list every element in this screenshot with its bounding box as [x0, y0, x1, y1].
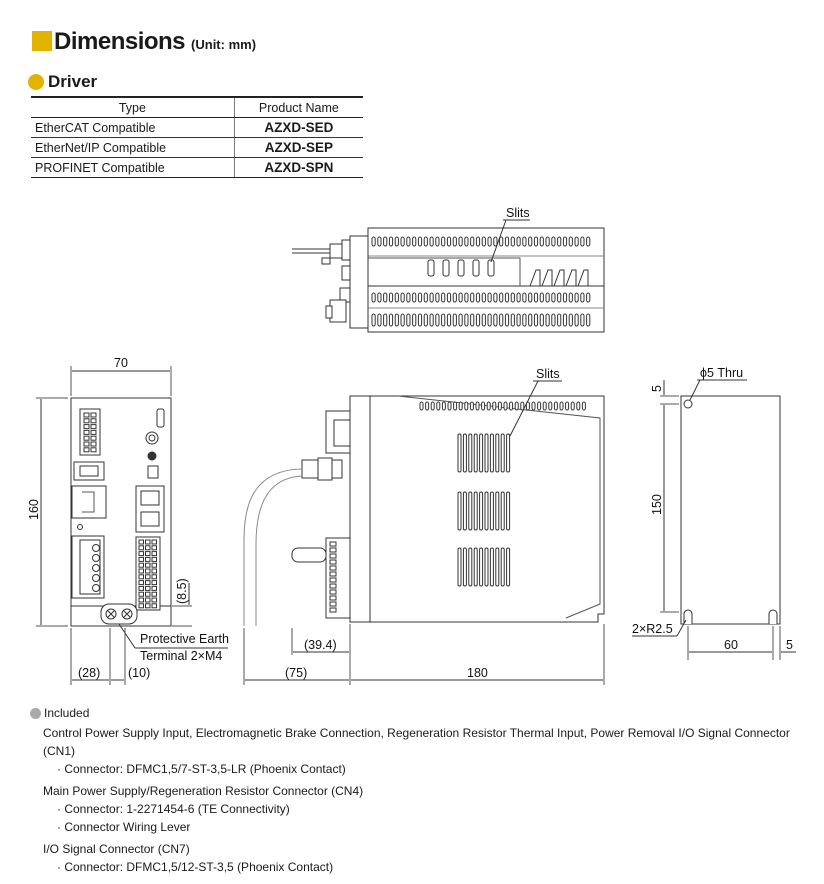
slit	[505, 293, 508, 302]
note-group-title: I/O Signal Connector (CN7)	[43, 842, 190, 856]
side-view	[244, 367, 604, 685]
pin	[84, 436, 89, 440]
slit	[465, 237, 468, 246]
slit	[488, 237, 491, 246]
slit	[407, 237, 410, 246]
dim-150: 150	[650, 494, 664, 515]
slit	[575, 237, 578, 246]
hole-label: ϕ5 Thru	[700, 366, 744, 380]
pin	[91, 436, 96, 440]
pin	[330, 560, 336, 564]
pin	[152, 557, 157, 561]
slit	[563, 293, 566, 302]
dim-height-160: 160	[27, 499, 41, 520]
note-group	[43, 782, 824, 836]
screw	[93, 575, 100, 582]
slit	[511, 237, 514, 246]
pin	[139, 581, 144, 585]
slit	[384, 314, 387, 326]
slit	[581, 237, 584, 246]
unit-label: (Unit: mm)	[191, 37, 257, 52]
pin	[152, 586, 157, 590]
slit	[543, 402, 546, 410]
pe-label-line1: Protective Earth	[140, 632, 229, 646]
pin	[84, 413, 89, 417]
slit	[575, 293, 578, 302]
bullet-icon	[30, 708, 41, 719]
slit	[418, 237, 421, 246]
slit	[490, 548, 493, 586]
slit	[372, 237, 375, 246]
pin	[330, 566, 336, 570]
pin	[330, 608, 336, 612]
product-cell: AZXD-SEP	[234, 138, 363, 158]
slit	[540, 237, 543, 246]
pin	[139, 575, 144, 579]
slit	[470, 402, 473, 410]
pin	[330, 584, 336, 588]
slit	[482, 293, 485, 302]
pin	[139, 546, 144, 550]
dim-60: 60	[724, 638, 738, 652]
slit	[471, 237, 474, 246]
slit	[507, 492, 510, 530]
slit	[517, 237, 520, 246]
pin	[152, 592, 157, 596]
dim-width-70: 70	[114, 356, 128, 370]
pin	[152, 575, 157, 579]
product-column-header: Product Name	[234, 97, 363, 118]
slit	[515, 402, 518, 410]
slit	[476, 293, 479, 302]
slit	[496, 492, 499, 530]
slit	[511, 314, 514, 326]
slit	[407, 293, 410, 302]
slit	[436, 314, 439, 326]
pin	[91, 419, 96, 423]
pin	[146, 575, 151, 579]
slit	[443, 260, 449, 276]
pin	[139, 598, 144, 602]
slit	[480, 492, 483, 530]
slit	[401, 314, 404, 326]
pin	[330, 542, 336, 546]
slit	[488, 293, 491, 302]
slit	[413, 314, 416, 326]
slit	[458, 548, 461, 586]
slit	[426, 402, 429, 410]
slit	[482, 237, 485, 246]
slit	[500, 237, 503, 246]
slit	[552, 237, 555, 246]
mounting-hole-icon	[684, 400, 692, 408]
slit	[471, 314, 474, 326]
slit	[488, 260, 494, 276]
pin	[146, 563, 151, 567]
slit	[501, 548, 504, 586]
slit	[453, 293, 456, 302]
slit	[587, 314, 590, 326]
slit	[529, 237, 532, 246]
type-column-header: Type	[31, 97, 234, 118]
slit	[476, 314, 479, 326]
slit	[534, 237, 537, 246]
screw	[93, 545, 100, 552]
slit	[560, 402, 563, 410]
slit	[424, 314, 427, 326]
slit	[546, 237, 549, 246]
pin	[139, 552, 144, 556]
pin	[91, 425, 96, 429]
pin	[91, 448, 96, 452]
pin	[146, 581, 151, 585]
slit	[540, 314, 543, 326]
slit	[488, 314, 491, 326]
slit	[500, 314, 503, 326]
slit	[546, 314, 549, 326]
pin	[152, 552, 157, 556]
pin	[330, 572, 336, 576]
slit	[510, 402, 513, 410]
note-group-title: Control Power Supply Input, Electromagnetic Brake Connection, Regeneration Resistor Thermal Input, Power Removal I/O Signal Connector (CN1)	[43, 726, 790, 758]
slit	[474, 548, 477, 586]
slit	[554, 402, 557, 410]
slit	[485, 492, 488, 530]
front-view	[27, 356, 229, 685]
product-cell: AZXD-SED	[234, 118, 363, 138]
included-label: Included	[44, 706, 90, 720]
slit	[511, 293, 514, 302]
slit	[459, 402, 462, 410]
slit	[485, 434, 488, 472]
slit	[389, 237, 392, 246]
pin	[139, 563, 144, 567]
note-item: · Connector: DFMC1,5/7-ST-3,5-LR (Phoenix Contact)	[57, 762, 346, 776]
pin	[139, 557, 144, 561]
slit	[474, 492, 477, 530]
pin	[139, 540, 144, 544]
slit	[372, 314, 375, 326]
slit	[523, 237, 526, 246]
slit	[453, 314, 456, 326]
slit	[430, 237, 433, 246]
type-cell: PROFINET Compatible	[31, 158, 234, 178]
slit	[517, 293, 520, 302]
slit	[505, 314, 508, 326]
slit	[500, 293, 503, 302]
pin	[146, 546, 151, 550]
slit	[566, 402, 569, 410]
note-item: · Connector: DFMC1,5/12-ST-3,5 (Phoenix Contact)	[57, 860, 334, 874]
slit	[454, 402, 457, 410]
slit	[401, 293, 404, 302]
slit	[549, 402, 552, 410]
pin	[84, 442, 89, 446]
slit	[540, 293, 543, 302]
slit	[428, 260, 434, 276]
pin	[152, 569, 157, 573]
slit	[582, 402, 585, 410]
slit	[372, 293, 375, 302]
slit	[418, 314, 421, 326]
slit	[496, 434, 499, 472]
slits-top-label: Slits	[506, 206, 530, 220]
slit	[458, 260, 464, 276]
slit	[494, 293, 497, 302]
dim-5-top: 5	[650, 385, 664, 392]
slit	[459, 237, 462, 246]
slit	[575, 314, 578, 326]
pin	[330, 548, 336, 552]
title-text: Dimensions	[54, 28, 186, 55]
slit	[501, 492, 504, 530]
slit	[442, 237, 445, 246]
slit	[424, 237, 427, 246]
pin	[152, 604, 157, 608]
slit	[465, 402, 468, 410]
pin	[330, 578, 336, 582]
slit	[569, 314, 572, 326]
slit	[482, 314, 485, 326]
dim-8-5: (8.5)	[175, 578, 189, 604]
slit	[534, 314, 537, 326]
slits-side-label: Slits	[536, 367, 560, 381]
dim-180: 180	[467, 666, 488, 680]
slit	[430, 314, 433, 326]
slit	[471, 293, 474, 302]
dim-5-right: 5	[786, 638, 793, 652]
product-cell: AZXD-SPN	[234, 158, 363, 178]
slit	[558, 314, 561, 326]
section-title: Driver	[48, 72, 98, 91]
slit	[469, 492, 472, 530]
note-group	[43, 840, 824, 876]
slit	[494, 314, 497, 326]
slit	[494, 237, 497, 246]
slit	[430, 293, 433, 302]
slit	[436, 237, 439, 246]
dim-75: (75)	[285, 666, 308, 680]
pin	[330, 596, 336, 600]
slit	[581, 293, 584, 302]
slit	[395, 293, 398, 302]
slit	[490, 492, 493, 530]
slit	[490, 434, 493, 472]
pin	[139, 586, 144, 590]
slit	[587, 293, 590, 302]
pin	[91, 442, 96, 446]
slit	[436, 293, 439, 302]
slit	[437, 402, 440, 410]
slit	[395, 237, 398, 246]
pe-label-line2: Terminal 2×M4	[140, 649, 223, 663]
slit	[558, 293, 561, 302]
type-cell: EtherCAT Compatible	[31, 118, 234, 138]
pin	[84, 425, 89, 429]
slit	[407, 314, 410, 326]
type-cell: EtherNet/IP Compatible	[31, 138, 234, 158]
slit	[569, 293, 572, 302]
slit	[465, 314, 468, 326]
slit	[469, 548, 472, 586]
pin	[146, 552, 151, 556]
slit	[442, 314, 445, 326]
slit	[463, 434, 466, 472]
note-item: · Connector: 1-2271454-6 (TE Connectivity)	[57, 802, 290, 816]
slit	[571, 402, 574, 410]
slit	[442, 293, 445, 302]
slit	[507, 548, 510, 586]
pin	[146, 592, 151, 596]
dim-28: (28)	[78, 666, 101, 680]
included-notes	[30, 704, 824, 880]
pin	[330, 554, 336, 558]
pin	[139, 592, 144, 596]
pin	[146, 586, 151, 590]
slit	[389, 314, 392, 326]
note-item: · Connector Wiring Lever	[57, 820, 191, 834]
pin	[146, 540, 151, 544]
slit	[563, 237, 566, 246]
pin	[84, 430, 89, 434]
slit	[498, 402, 501, 410]
slit	[378, 237, 381, 246]
slit	[587, 237, 590, 246]
pin	[91, 430, 96, 434]
dim-39-4: (39.4)	[304, 638, 337, 652]
included-heading	[30, 704, 824, 722]
rear-view	[632, 366, 796, 660]
slit	[517, 314, 520, 326]
slit	[447, 237, 450, 246]
slit	[465, 293, 468, 302]
pin	[152, 546, 157, 550]
slit	[505, 237, 508, 246]
note-group-title: Main Power Supply/Regeneration Resistor Connector (CN4)	[43, 784, 364, 798]
slit	[378, 314, 381, 326]
slit	[420, 402, 423, 410]
slit	[474, 434, 477, 472]
slit	[534, 293, 537, 302]
slit	[577, 402, 580, 410]
pin	[152, 598, 157, 602]
slit	[459, 293, 462, 302]
pin	[146, 604, 151, 608]
slit	[487, 402, 490, 410]
slit	[473, 260, 479, 276]
pin	[139, 604, 144, 608]
slit	[447, 314, 450, 326]
slit	[459, 314, 462, 326]
pin	[152, 563, 157, 567]
slit	[538, 402, 541, 410]
slit	[448, 402, 451, 410]
slit	[529, 314, 532, 326]
slit	[523, 314, 526, 326]
pin	[330, 590, 336, 594]
slit	[447, 293, 450, 302]
slit	[424, 293, 427, 302]
slit	[480, 434, 483, 472]
slit	[431, 402, 434, 410]
slit	[469, 434, 472, 472]
pin	[146, 598, 151, 602]
pin	[84, 419, 89, 423]
slit	[569, 237, 572, 246]
slit	[413, 237, 416, 246]
slit	[496, 548, 499, 586]
slit	[378, 293, 381, 302]
slit	[463, 492, 466, 530]
slit	[507, 434, 510, 472]
pin	[330, 602, 336, 606]
slit	[552, 293, 555, 302]
pin	[146, 557, 151, 561]
slit	[563, 314, 566, 326]
dim-10: (10)	[128, 666, 151, 680]
note-group	[43, 724, 824, 778]
screw	[93, 585, 100, 592]
slit	[401, 237, 404, 246]
slit	[581, 314, 584, 326]
slit	[523, 293, 526, 302]
slit	[458, 492, 461, 530]
radius-label: 2×R2.5	[632, 622, 673, 636]
slit	[504, 402, 507, 410]
slit	[485, 548, 488, 586]
slit	[418, 293, 421, 302]
slit	[384, 293, 387, 302]
screw	[93, 555, 100, 562]
slit	[476, 237, 479, 246]
slit	[532, 402, 535, 410]
top-view	[292, 206, 604, 332]
slit	[558, 237, 561, 246]
slit	[442, 402, 445, 410]
slit	[389, 293, 392, 302]
screw	[93, 565, 100, 572]
slit	[476, 402, 479, 410]
slit	[546, 293, 549, 302]
slit	[453, 237, 456, 246]
slit	[463, 548, 466, 586]
slit	[395, 314, 398, 326]
slit	[552, 314, 555, 326]
pin	[152, 540, 157, 544]
pin	[84, 448, 89, 452]
slit	[501, 434, 504, 472]
slit	[529, 293, 532, 302]
slit	[493, 402, 496, 410]
pin	[139, 569, 144, 573]
pin	[146, 569, 151, 573]
slit	[480, 548, 483, 586]
pin	[91, 413, 96, 417]
slit	[384, 237, 387, 246]
pin	[152, 581, 157, 585]
slit	[458, 434, 461, 472]
slit	[413, 293, 416, 302]
slit	[482, 402, 485, 410]
